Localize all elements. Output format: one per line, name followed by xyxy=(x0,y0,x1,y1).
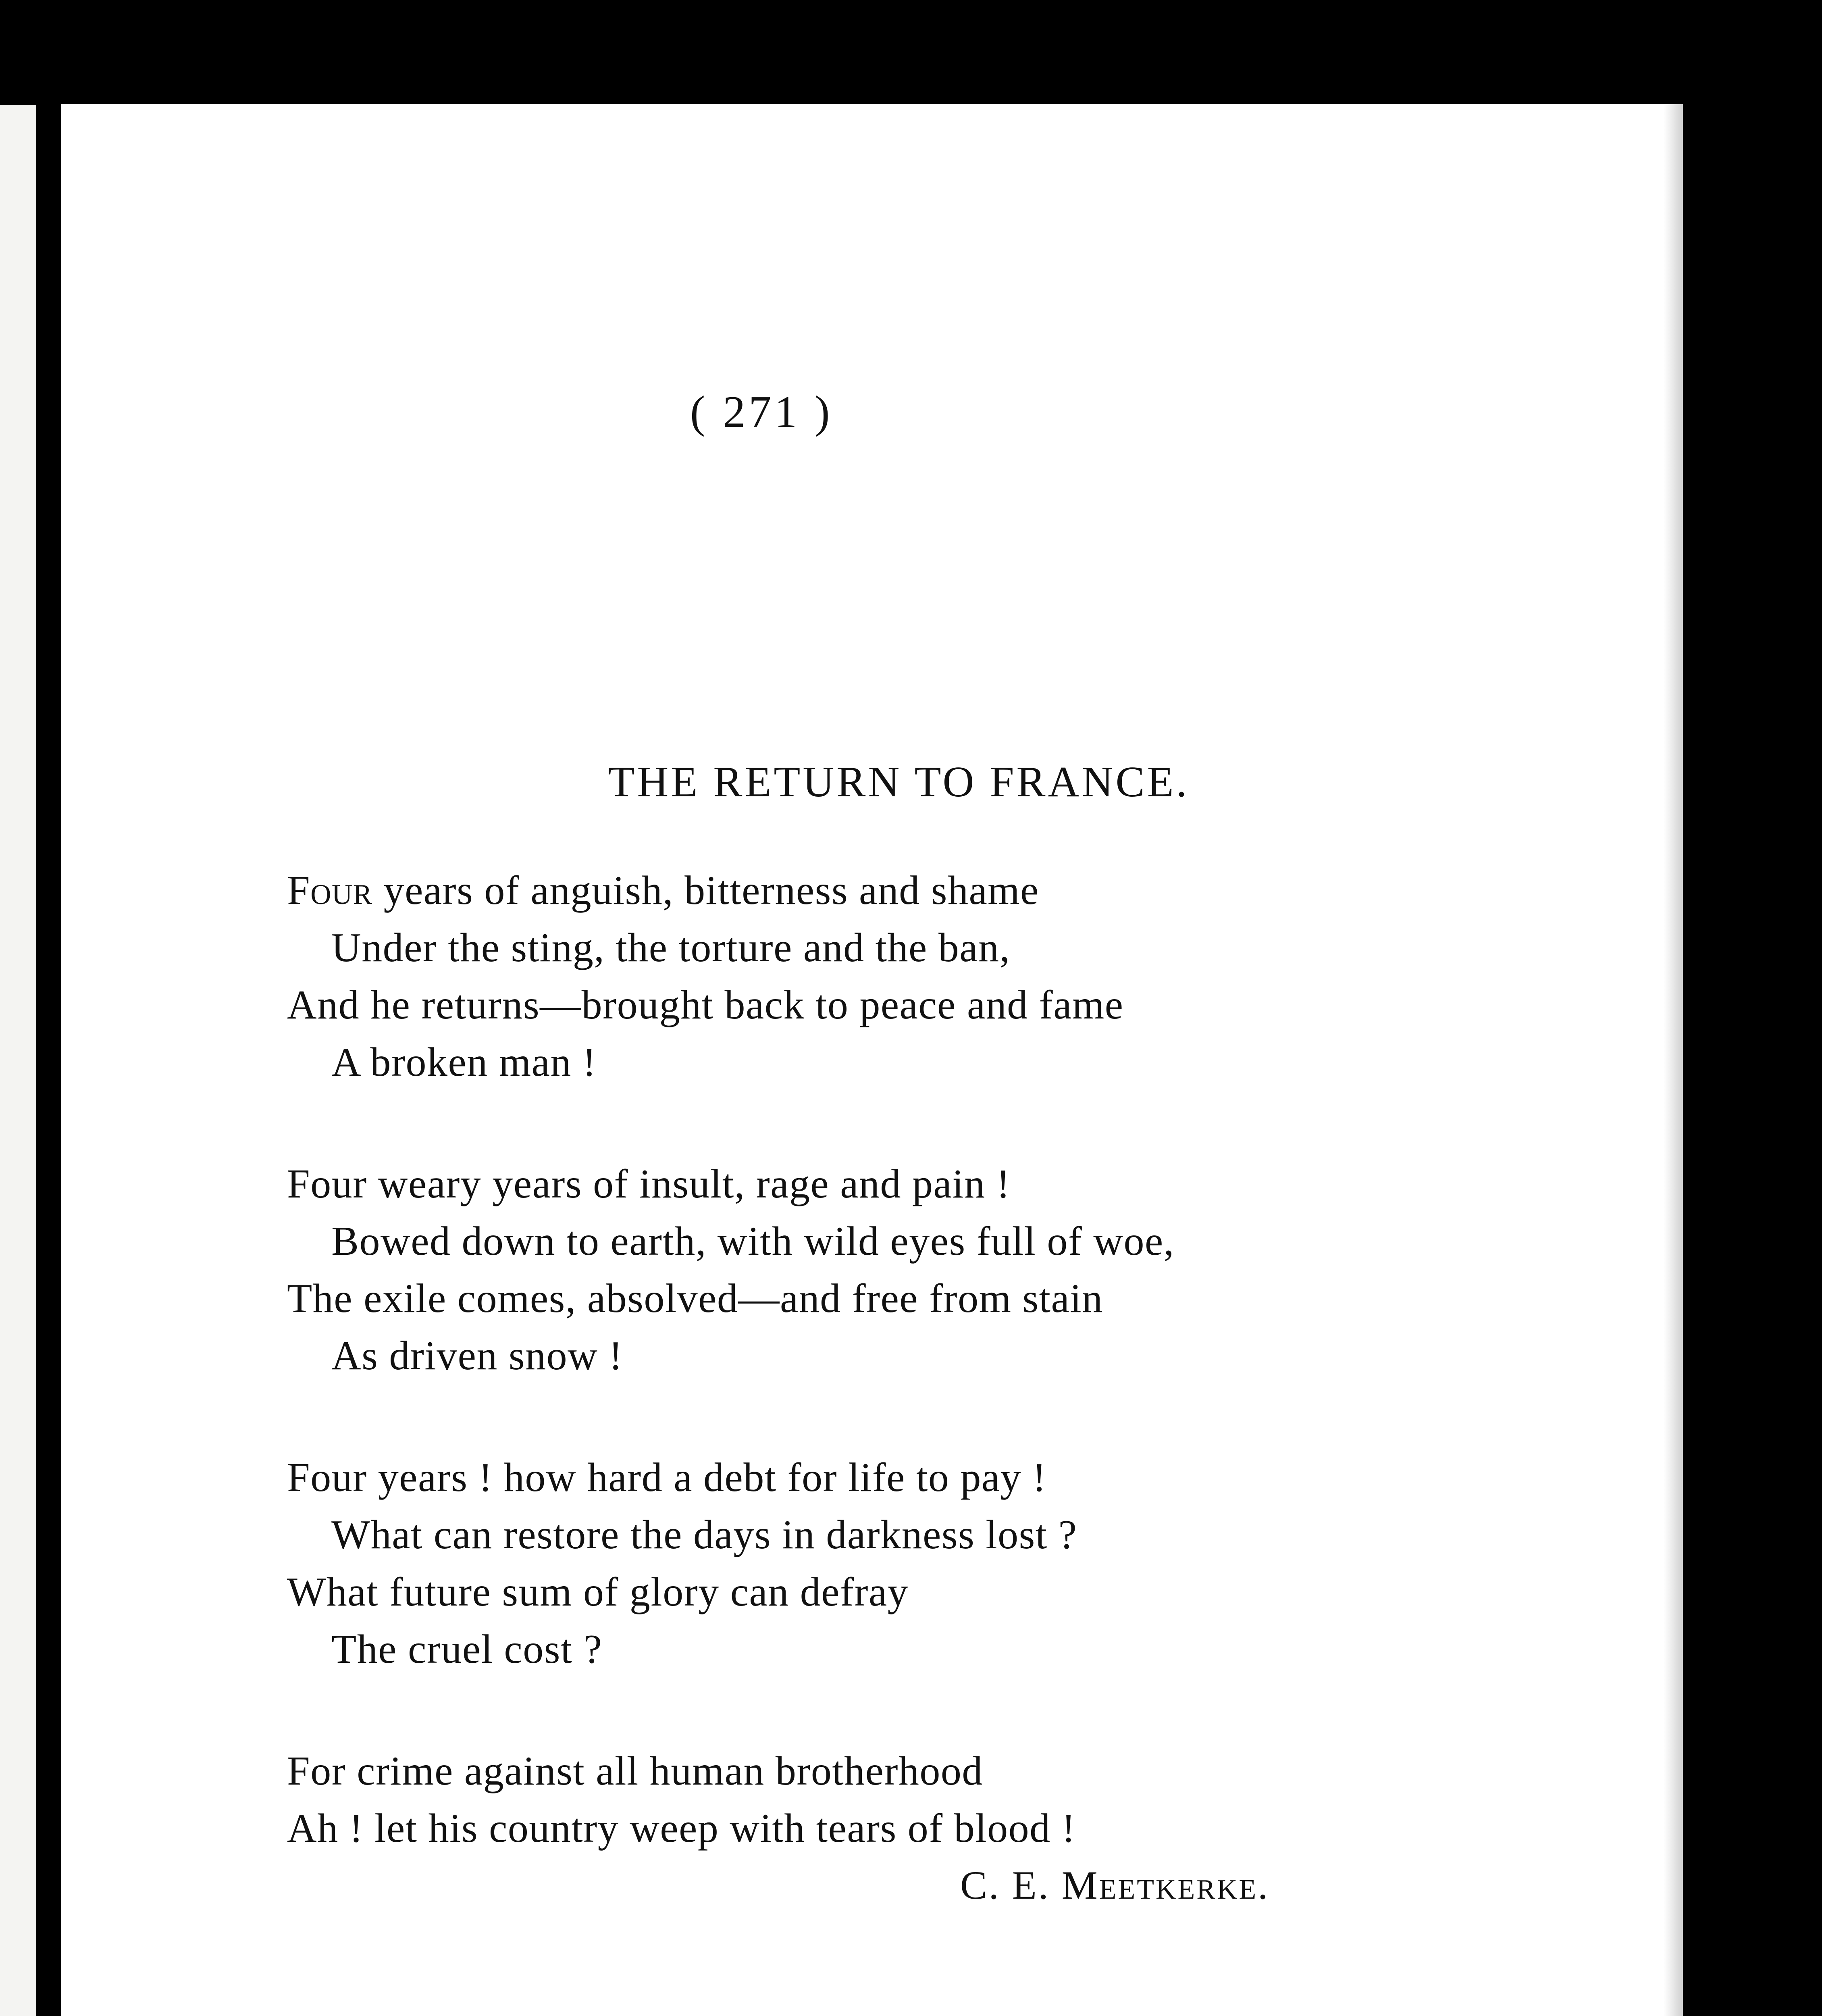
poem-line: Ah ! let his country weep with tears of blood ! xyxy=(287,1806,1076,1851)
poem-body xyxy=(287,862,1496,1857)
drop-word: Four xyxy=(287,868,373,913)
poem-line: Four weary years of insult, rage and pain ! xyxy=(287,1161,1011,1207)
poem-title: THE RETURN TO FRANCE. xyxy=(608,758,1190,806)
poem-line: The cruel cost ? xyxy=(331,1627,603,1672)
poem-line: Bowed down to earth, with wild eyes full of woe, xyxy=(331,1218,1175,1264)
poem-line: What can restore the days in darkness lost ? xyxy=(331,1512,1077,1558)
stanza xyxy=(287,862,1496,1091)
book-page xyxy=(61,104,1664,2016)
stanza xyxy=(287,1156,1496,1385)
author-signature: C. E. Meetkerke. xyxy=(960,1863,1270,1908)
page-number: ( 271 ) xyxy=(690,387,833,437)
poem-line: Four years ! how hard a debt for life to pay ! xyxy=(287,1455,1047,1500)
line-text: years of anguish, bitterness and shame xyxy=(372,868,1039,913)
poem-line: A broken man ! xyxy=(331,1039,597,1085)
poem-line: The exile comes, absolved—and free from stain xyxy=(287,1276,1103,1321)
stanza xyxy=(287,1449,1496,1678)
poem-line: For crime against all human brotherhood xyxy=(287,1748,983,1794)
stanza xyxy=(287,1743,1496,1857)
left-page-edge xyxy=(0,105,36,2016)
poem-line: And he returns—brought back to peace and fame xyxy=(287,982,1124,1028)
poem-line: As driven snow ! xyxy=(331,1333,623,1379)
poem-line xyxy=(287,862,1496,919)
poem-line: What future sum of glory can defray xyxy=(287,1569,909,1615)
page-right-edge xyxy=(1664,104,1683,2016)
poem-line: Under the sting, the torture and the ban, xyxy=(331,925,1011,971)
